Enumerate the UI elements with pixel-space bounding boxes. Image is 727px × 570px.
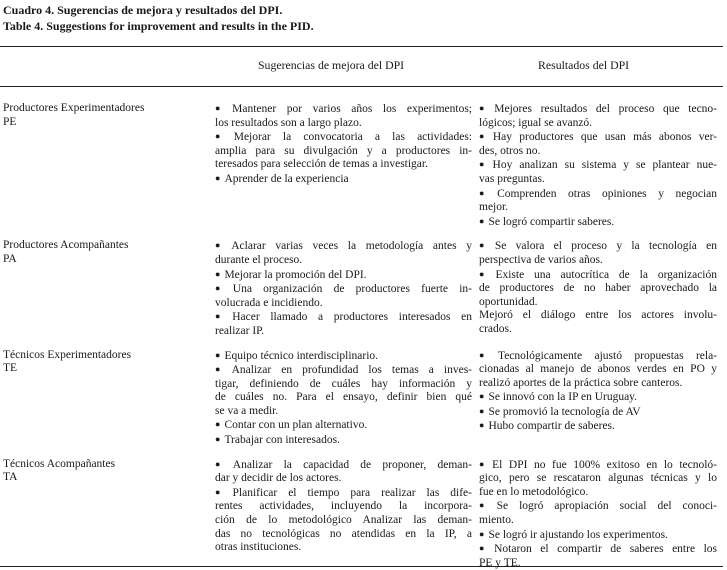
- cell-line: [3, 471, 212, 485]
- cell-line: [215, 268, 472, 283]
- header-bottom-rule: [0, 86, 723, 87]
- line-text: durante el proceso.: [215, 253, 303, 266]
- bullet-icon: ●: [215, 419, 221, 430]
- bullet-icon: ●: [479, 543, 491, 554]
- line-text: ción de lo metodológico Analizar las deman-: [215, 514, 472, 527]
- cell-line: [479, 117, 717, 131]
- line-text: Comprenden otras opiniones y negocian: [497, 187, 717, 200]
- cell-line: [479, 239, 717, 254]
- cell-line: [215, 172, 472, 187]
- line-text: Analizar en profundidad los temas a inves-: [231, 364, 472, 377]
- table-top-rule: [0, 46, 723, 47]
- line-text: El DPI no fue 100% exitoso en lo tecnoló-: [492, 458, 718, 471]
- cell-line: [479, 215, 717, 230]
- cell-line: [479, 282, 717, 296]
- line-text: PA: [3, 252, 17, 265]
- line-text: Aclarar varias veces la metodología antes y: [231, 240, 472, 253]
- cell-line: [479, 130, 717, 145]
- line-text: Analizar la capacidad de proponer, deman-: [232, 458, 472, 471]
- cell-line: [479, 377, 717, 391]
- line-text: otras instituciones.: [215, 541, 302, 554]
- line-text: realizar IP.: [215, 324, 265, 337]
- cell-line: [215, 102, 472, 117]
- cell-line: [479, 363, 717, 377]
- line-text: mejor.: [479, 201, 509, 214]
- cell-line: [479, 542, 717, 557]
- cell-line: [215, 472, 472, 486]
- bullet-icon: ●: [479, 240, 491, 251]
- results-cell: [479, 239, 717, 338]
- bullet-icon: ●: [479, 420, 485, 431]
- line-text: Planificar el tiempo para realizar las dife-: [232, 486, 472, 499]
- cell-line: [3, 102, 212, 116]
- suggestions-cell: [212, 102, 472, 229]
- cell-line: [479, 514, 717, 528]
- bullet-icon: ●: [479, 349, 494, 360]
- line-text: realizó aportes de la práctica sobre canteros.: [479, 376, 683, 389]
- line-text: rentes actividades, incluyendo la incorpora-: [215, 500, 472, 513]
- row-label: [0, 349, 212, 448]
- line-text: miento.: [479, 514, 514, 527]
- cell-line: [479, 173, 717, 187]
- cell-line: [215, 145, 472, 159]
- line-text: TE: [3, 362, 18, 375]
- bullet-icon: ●: [215, 172, 221, 183]
- line-text: TA: [3, 471, 18, 484]
- bullet-icon: ●: [215, 240, 228, 251]
- bullet-icon: ●: [479, 268, 492, 279]
- cell-line: [479, 187, 717, 202]
- cell-line: [479, 268, 717, 283]
- suggestions-cell: [212, 239, 472, 338]
- line-text: cionadas al manejo de abonos verdes en PO y: [479, 363, 717, 376]
- cell-line: [215, 158, 472, 172]
- header-suggestions: Sugerencias de mejora del DPI: [258, 58, 405, 72]
- bullet-icon: ●: [215, 486, 229, 497]
- line-text: los resultados son a largo plazo.: [215, 116, 362, 129]
- cell-line: [479, 201, 717, 215]
- line-text: Hoy analizan su sistema y se plantear nue-: [492, 159, 717, 172]
- cell-line: [215, 528, 472, 542]
- cell-line: [215, 514, 472, 528]
- bullet-icon: ●: [479, 391, 485, 402]
- line-text: gico, pero se rescataron algunas técnicas y lo: [479, 472, 717, 485]
- line-text: PE y TE.: [479, 556, 521, 569]
- cell-line: [215, 117, 472, 131]
- line-text: tigar, definiendo de cuáles hay información y: [215, 377, 472, 390]
- line-text: Se promovió la tecnología de AV: [488, 405, 641, 418]
- cell-line: [215, 486, 472, 501]
- bullet-icon: ●: [215, 268, 221, 279]
- line-text: Trabajar con interesados.: [224, 434, 340, 447]
- bullet-icon: ●: [215, 103, 229, 113]
- line-text: Técnicos Acompañantes: [3, 457, 116, 470]
- results-cell: [479, 349, 717, 448]
- line-text: lógicos; igual se avanzó.: [479, 116, 593, 129]
- cell-line: [215, 458, 472, 473]
- header-results: Resultados del DPI: [538, 58, 630, 72]
- line-text: Se logró ir ajustando los experimentos.: [488, 528, 668, 541]
- cell-line: [3, 116, 212, 130]
- suggestions-cell: [212, 458, 472, 570]
- cell-line: [215, 363, 472, 378]
- line-text: Tecnológicamente ajustó propuestas rela-: [497, 349, 718, 362]
- caption-english: Table 4. Suggestions for improvement and results in the PID.: [3, 19, 314, 33]
- cell-line: [479, 145, 717, 159]
- cell-line: [479, 349, 717, 364]
- bullet-icon: ●: [479, 500, 493, 511]
- cell-line: [215, 541, 472, 555]
- cell-line: [215, 378, 472, 392]
- line-text: Una organización de productores fuerte in-: [232, 283, 472, 296]
- table-bottom-rule: [0, 566, 723, 567]
- cell-line: [479, 254, 717, 268]
- line-text: Productores Acompañantes: [3, 239, 129, 252]
- cell-line: [479, 472, 717, 486]
- cell-line: [479, 323, 717, 337]
- cell-line: [215, 391, 472, 405]
- line-text: teresados para selección de temas a investigar.: [215, 158, 428, 171]
- line-text: PE: [3, 115, 17, 128]
- cell-line: [479, 405, 717, 420]
- line-text: vas preguntas.: [479, 172, 545, 185]
- cell-line: [479, 309, 717, 323]
- line-text: Existe una autocrítica de la organización: [495, 268, 717, 281]
- cell-line: [215, 130, 472, 145]
- line-text: Mejorar la convocatoria a las actividades:: [233, 131, 472, 144]
- line-text: Se logró compartir saberes.: [488, 215, 615, 228]
- line-text: Aprender de la experiencia: [224, 172, 349, 185]
- bullet-icon: ●: [479, 159, 489, 170]
- cell-line: [215, 239, 472, 254]
- line-text: crados.: [479, 322, 512, 335]
- cell-line: [479, 528, 717, 543]
- line-text: de productores de no haber aprovechado la: [479, 282, 717, 295]
- line-text: Hay productores que usan más abonos ver-: [492, 131, 717, 144]
- line-text: fue en lo metodológico.: [479, 485, 589, 498]
- cell-line: [3, 362, 212, 376]
- line-text: Se valora el proceso y la tecnología en: [494, 240, 717, 253]
- cell-line: [479, 499, 717, 514]
- cell-line: [479, 158, 717, 173]
- line-text: des, otros no.: [479, 144, 541, 157]
- line-text: Mejoró el diálogo entre los actores involu-: [479, 309, 717, 322]
- cell-line: [479, 102, 717, 117]
- line-text: Hubo compartir de saberes.: [488, 420, 615, 433]
- line-text: Técnicos Experimentadores: [3, 348, 132, 361]
- row-label: [0, 102, 212, 229]
- line-text: Productores Experimentadores: [3, 102, 145, 114]
- cell-line: [215, 500, 472, 514]
- line-text: dar y decidir de los actores.: [215, 472, 342, 485]
- cell-line: [3, 349, 212, 363]
- cell-line: [3, 253, 212, 267]
- line-text: Hacer llamado a productores interesados en: [232, 311, 472, 324]
- line-text: perspectiva de varios años.: [479, 253, 603, 266]
- line-text: Notaron el compartir de saberes entre los: [494, 543, 718, 556]
- line-text: volucrada e incidiendo.: [215, 296, 323, 309]
- cell-line: [215, 349, 472, 364]
- line-text: Se innovó con la IP en Uruguay.: [488, 391, 638, 404]
- row-label: [0, 239, 212, 338]
- line-text: oportunidad.: [479, 295, 538, 308]
- cell-line: [215, 405, 472, 419]
- bullet-icon: ●: [215, 349, 221, 360]
- results-cell: [479, 102, 717, 229]
- cell-line: [215, 433, 472, 448]
- line-text: Contar con un plan alternativo.: [224, 419, 368, 432]
- bullet-icon: ●: [215, 458, 229, 469]
- bullet-icon: ●: [215, 283, 229, 294]
- cell-line: [479, 419, 717, 434]
- cell-line: [215, 297, 472, 311]
- cell-line: [479, 296, 717, 310]
- cell-line: [479, 557, 717, 570]
- bullet-icon: ●: [215, 131, 230, 142]
- cell-line: [215, 310, 472, 325]
- table-body: [0, 102, 727, 570]
- line-text: Mejorar la promoción del DPI.: [224, 268, 367, 281]
- bullet-icon: ●: [479, 458, 489, 469]
- cell-line: [215, 254, 472, 268]
- bullet-icon: ●: [479, 103, 491, 113]
- bullet-icon: ●: [215, 434, 221, 445]
- cell-line: [215, 325, 472, 339]
- bullet-icon: ●: [215, 364, 228, 375]
- bullet-icon: ●: [479, 528, 485, 539]
- suggestions-cell: [212, 349, 472, 448]
- bullet-icon: ●: [215, 311, 229, 322]
- caption-spanish: Cuadro 4. Sugerencias de mejora y resultados del DPI.: [3, 3, 283, 17]
- cell-line: [479, 390, 717, 405]
- line-text: Se logró apropiación social del conoci-: [496, 500, 718, 513]
- cell-line: [479, 458, 717, 473]
- bullet-icon: ●: [479, 131, 489, 142]
- cell-line: [215, 418, 472, 433]
- bullet-icon: ●: [479, 187, 494, 198]
- bullet-icon: ●: [479, 215, 485, 226]
- results-cell: [479, 458, 717, 570]
- line-text: Mejores resultados del proceso que tecno-: [494, 103, 718, 115]
- row-label: [0, 458, 212, 570]
- cell-line: [479, 486, 717, 500]
- bullet-icon: ●: [479, 405, 485, 416]
- cell-line: [215, 282, 472, 297]
- line-text: amplia para su divulgación y a productores in-: [215, 144, 472, 157]
- cell-line: [3, 458, 212, 472]
- line-text: Equipo técnico interdisciplinario.: [224, 349, 379, 362]
- line-text: se va a medir.: [215, 404, 279, 417]
- line-text: de cuáles no. Para el ensayo, definir bien qué: [215, 391, 472, 404]
- line-text: das no tecnológicas no atendidas en la IP, a: [215, 527, 472, 540]
- line-text: Mantener por varios años los experimentos;: [232, 103, 472, 115]
- cell-line: [3, 239, 212, 253]
